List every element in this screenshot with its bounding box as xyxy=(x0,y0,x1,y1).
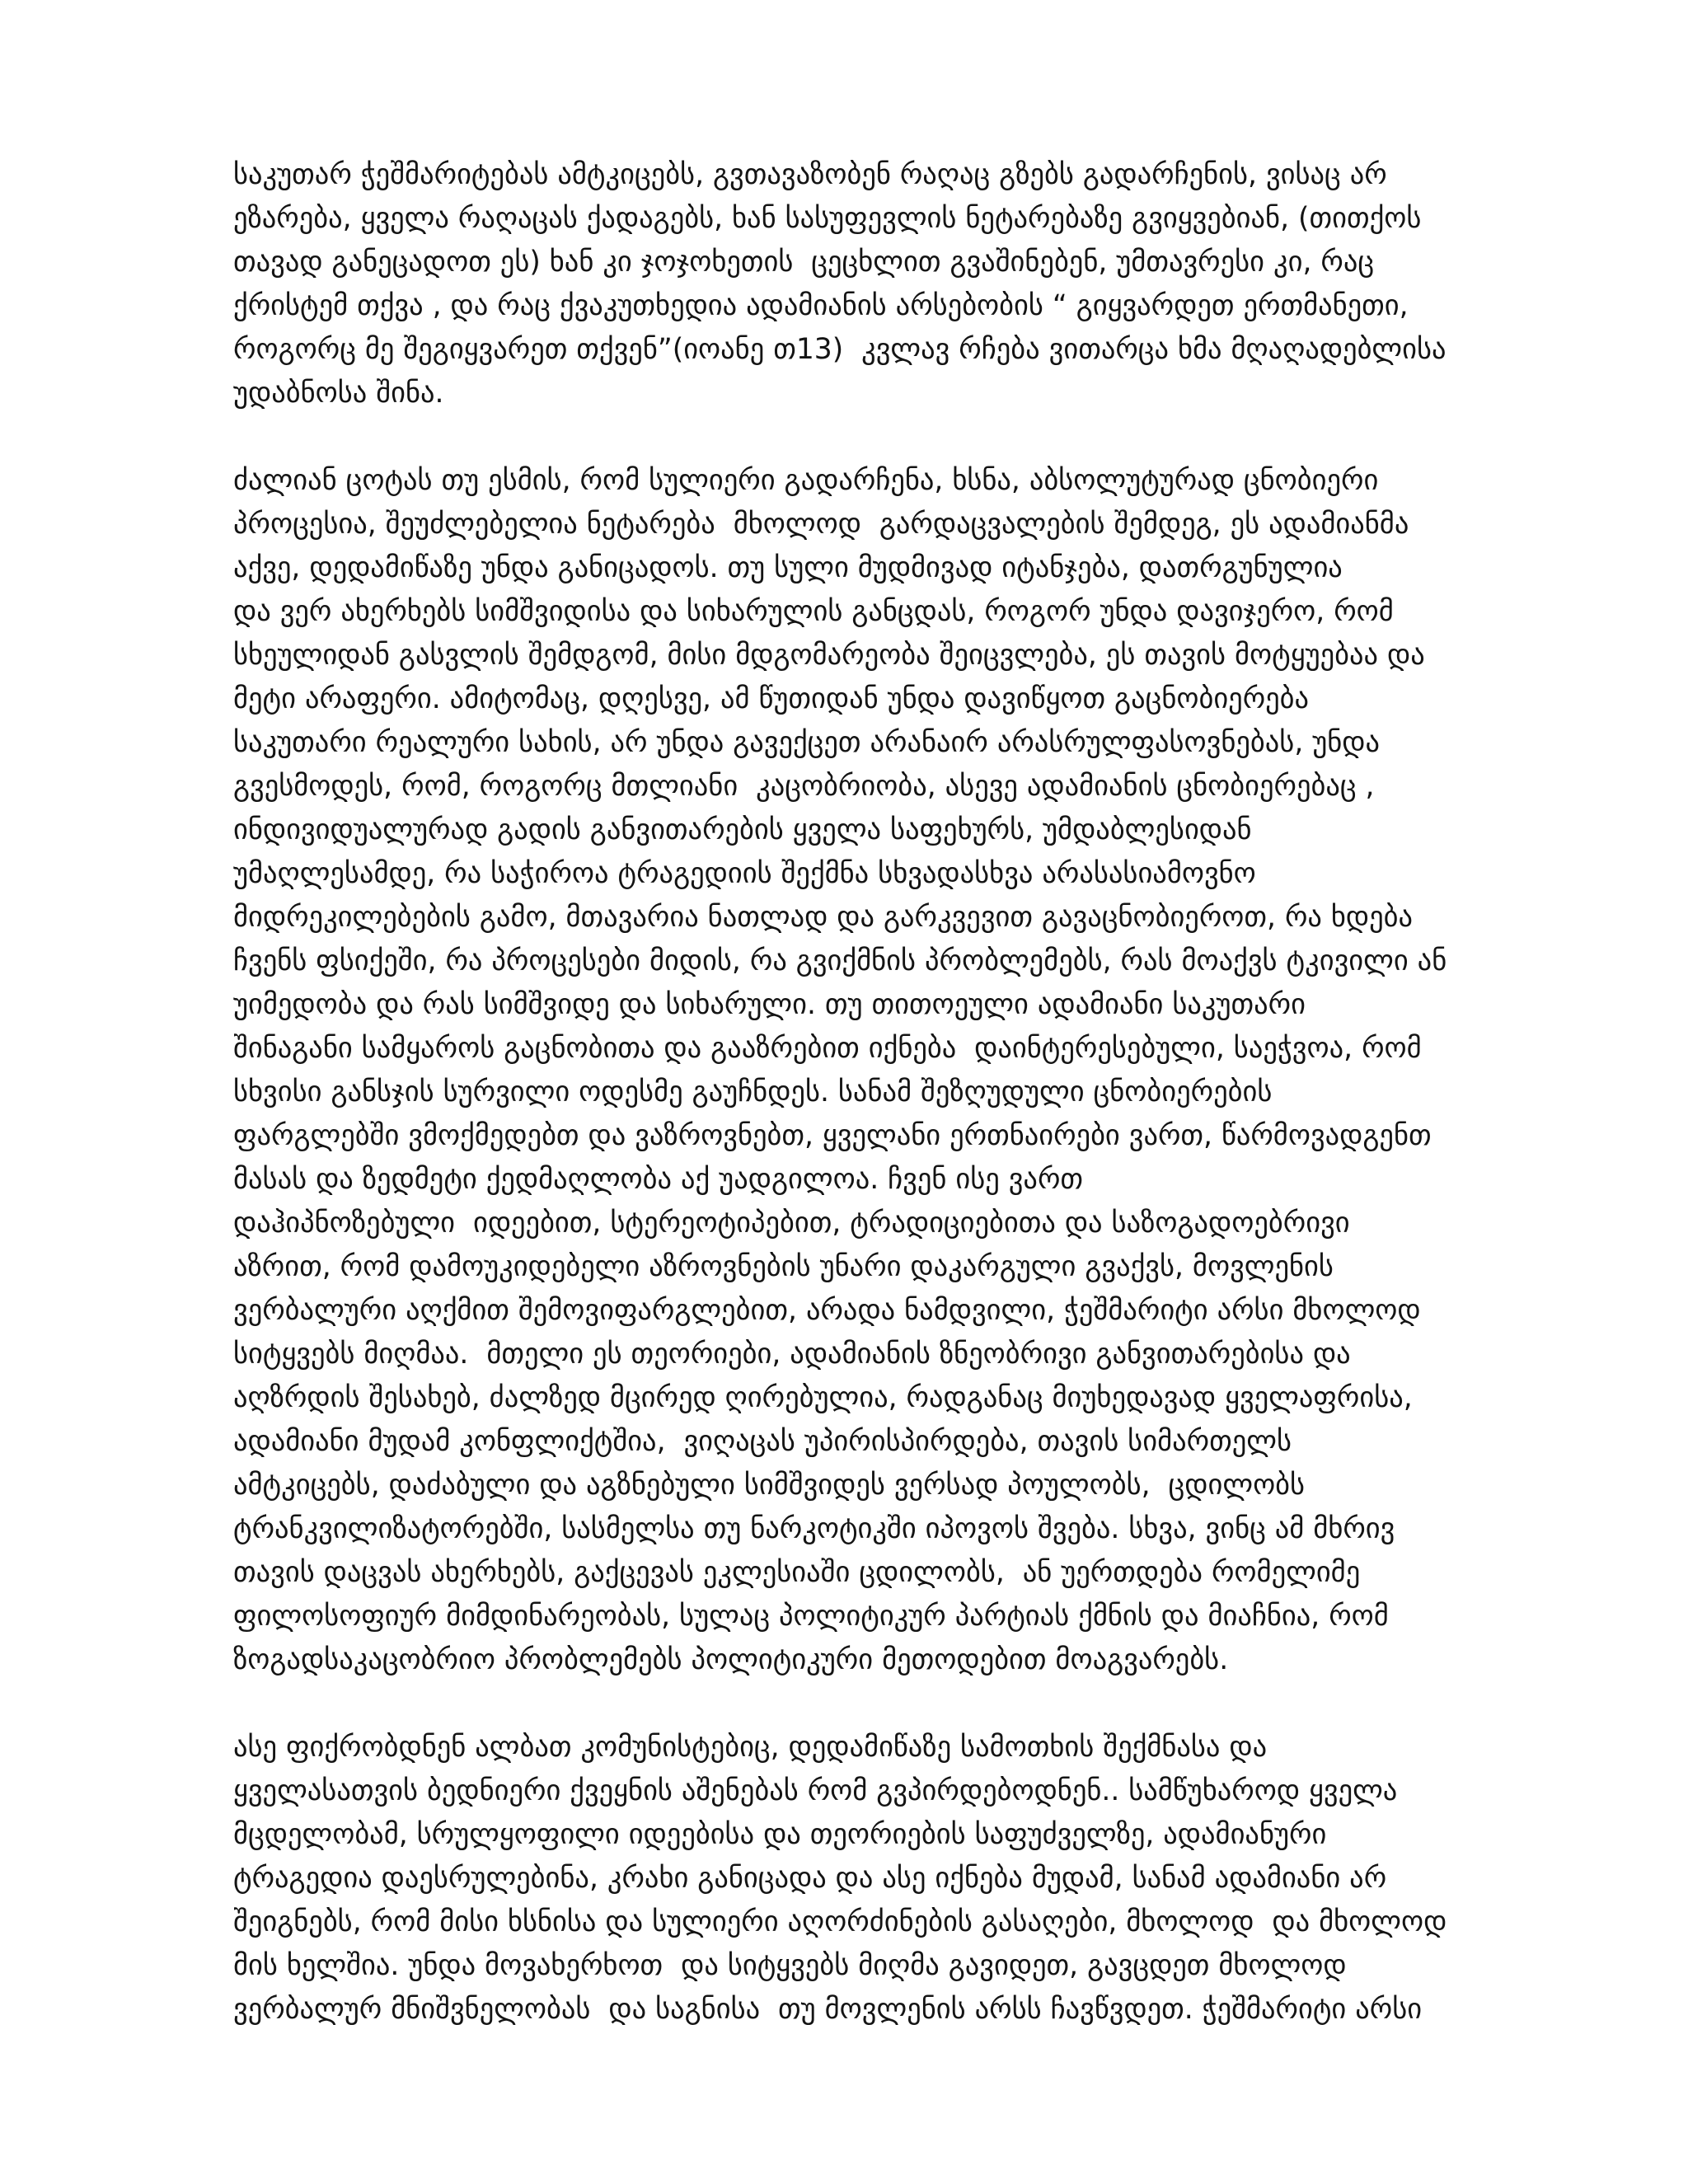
text-line: ვერბალური აღქმით შემოვიფარგლებით, არადა ნამდვილი, ჭეშმარიტი არსი მხოლოდ xyxy=(233,1294,1421,1327)
text-line: და ვერ ახერხებს სიმშვიდისა და სიხარულის განცდას, როგორ უნდა დავიჯერო, რომ xyxy=(233,595,1394,628)
text-line: სხეულიდან გასვლის შემდგომ, მისი მდგომარეობა შეიცვლება, ეს თავის მოტყუებაა და xyxy=(233,639,1425,672)
text-line: სიტყვებს მიღმაა. მთელი ეს თეორიები, ადამიანის ზნეობრივი განვითარებისა და xyxy=(233,1338,1351,1371)
text-line: საკუთარ ჭეშმარიტებას ამტკიცებს, გვთავაზობენ რაღაც გზებს გადარჩენის, ვისაც არ xyxy=(233,158,1387,191)
text-line: ვერბალურ მნიშვნელობას და საგნისა თუ მოვლენის არსს ჩავწვდეთ. ჭეშმარიტი არსი xyxy=(233,1993,1423,2026)
text-line: შინაგანი სამყაროს გაცნობითა და გააზრებით იქნება დაინტერესებული, საეჭვოა, რომ xyxy=(233,1032,1422,1065)
text-line: ფილოსოფიურ მიმდინარეობას, სულაც პოლიტიკურ პარტიას ქმნის და მიაჩნია, რომ xyxy=(233,1600,1389,1633)
text-line: როგორც მე შეგიყვარეთ თქვენ”(იოანე თ13) კვლავ რჩება ვითარცა ხმა მღაღადებლისა xyxy=(233,333,1447,366)
text-line: ტრანკვილიზატორებში, სასმელსა თუ ნარკოტიკში იპოვოს შვება. სხვა, ვინც ამ მხრივ xyxy=(233,1512,1395,1545)
text-line: ტრაგედია დაესრულებინა, კრახი განიცადა და ასე იქნება მუდამ, სანამ ადამიანი არ xyxy=(233,1862,1387,1895)
text-line: უიმედობა და რას სიმშვიდე და სიხარული. თუ თითოეული ადამიანი საკუთარი xyxy=(233,988,1306,1021)
text-line: აქვე, დედამიწაზე უნდა განიცადოს. თუ სული მუდმივად იტანჯება, დათრგუნულია xyxy=(233,551,1343,584)
text-line: ქრისტემ თქვა , და რაც ქვაკუთხედია ადამიანის არსებობის “ გიყვარდეთ ერთმანეთი, xyxy=(233,289,1409,322)
paragraph-1 xyxy=(233,153,1577,415)
text-line: გვესმოდეს, რომ, როგორც მთლიანი კაცობრიობა, ასევე ადამიანის ცნობიერებაც , xyxy=(233,770,1375,803)
text-line: დაჰიპნოზებული იდეებით, სტერეოტიპებით, ტრადიციებითა და საზოგადოებრივი xyxy=(233,1207,1350,1240)
text-line: უდაბნოსა შინა. xyxy=(233,377,444,410)
text-line: ძალიან ცოტას თუ ესმის, რომ სულიერი გადარჩენა, ხსნა, აბსოლუტურად ცნობიერი xyxy=(233,464,1379,497)
text-line: თავად განეცადოთ ეს) ხან კი ჯოჯოხეთის ცეცხლით გვაშინებენ, უმთავრესი კი, რაც xyxy=(233,246,1375,279)
text-line: ჩვენს ფსიქეში, რა პროცესები მიდის, რა გვიქმნის პრობლემებს, რას მოაქვს ტკივილი ან xyxy=(233,944,1447,977)
text-line: საკუთარი რეალური სახის, არ უნდა გავექცეთ არანაირ არასრულფასოვნებას, უნდა xyxy=(233,726,1381,759)
text-line: ასე ფიქრობდნენ ალბათ კომუნისტებიც, დედამიწაზე სამოთხის შექმნასა და xyxy=(233,1731,1268,1764)
text-line: აზრით, რომ დამოუკიდებელი აზროვნების უნარი დაკარგული გვაქვს, მოვლენის xyxy=(233,1250,1334,1283)
text-line: სხვისი განსჯის სურვილი ოდესმე გაუჩნდეს. სანამ შეზღუდული ცნობიერების xyxy=(233,1076,1273,1108)
text-line: ზოგადსაკაცობრიო პრობლემებს პოლიტიკური მეთოდებით მოაგვარებს. xyxy=(233,1643,1229,1676)
text-line: პროცესია, შეუძლებელია ნეტარება მხოლოდ გარდაცვალების შემდეგ, ეს ადამიანმა xyxy=(233,508,1409,541)
text-line: ფარგლებში ვმოქმედებთ და ვაზროვნებთ, ყველანი ერთნაირები ვართ, წარმოვადგენთ xyxy=(233,1119,1432,1152)
text-line: მის ხელშია. უნდა მოვახერხოთ და სიტყვებს მიღმა გავიდეთ, გავცდეთ მხოლოდ xyxy=(233,1949,1347,1982)
text-line: მეტი არაფერი. ამიტომაც, დღესვე, ამ წუთიდან უნდა დავიწყოთ გაცნობიერება xyxy=(233,682,1310,715)
text-line: აღზრდის შესახებ, ძალზედ მცირედ ღირებულია, რადგანაც მიუხედავად ყველაფრისა, xyxy=(233,1381,1413,1414)
text-line: შეიგნებს, რომ მისი ხსნისა და სულიერი აღორძინების გასაღები, მხოლოდ და მხოლოდ xyxy=(233,1905,1447,1938)
paragraph-3 xyxy=(233,1726,1577,2032)
paragraph-2 xyxy=(233,459,1577,1682)
document-body xyxy=(233,153,1577,2032)
text-line: უმაღლესამდე, რა საჭიროა ტრაგედიის შექმნა სხვადასხვა არასასიამოვნო xyxy=(233,857,1256,890)
text-line: ყველასათვის ბედნიერი ქვეყნის აშენებას რომ გვპირდებოდნენ.. სამწუხაროდ ყველა xyxy=(233,1774,1398,1807)
text-line: მცდელობამ, სრულყოფილი იდეებისა და თეორიების საფუძველზე, ადამიანური xyxy=(233,1818,1327,1851)
text-line: თავის დაცვას ახერხებს, გაქცევას ეკლესიაში ცდილობს, ან უერთდება რომელიმე xyxy=(233,1556,1361,1589)
text-line: მასას და ზედმეტი ქედმაღლობა აქ უადგილოა. ჩვენ ისე ვართ xyxy=(233,1163,1084,1196)
text-line: ინდივიდუალურად გადის განვითარების ყველა საფეხურს, უმდაბლესიდან xyxy=(233,813,1252,846)
text-line: ამტკიცებს, დაძაბული და აგზნებული სიმშვიდეს ვერსად პოულობს, ცდილობს xyxy=(233,1469,1306,1502)
text-line: ადამიანი მუდამ კონფლიქტშია, ვიღაცას უპირისპირდება, თავის სიმართელს xyxy=(233,1425,1292,1458)
text-line: მიდრეკილებების გამო, მთავარია ნათლად და გარკვევით გავაცნობიეროთ, რა ხდება xyxy=(233,901,1414,934)
text-line: ეზარება, ყველა რაღაცას ქადაგებს, ხან სასუფევლის ნეტარებაზე გვიყვებიან, (თითქოს xyxy=(233,202,1422,235)
